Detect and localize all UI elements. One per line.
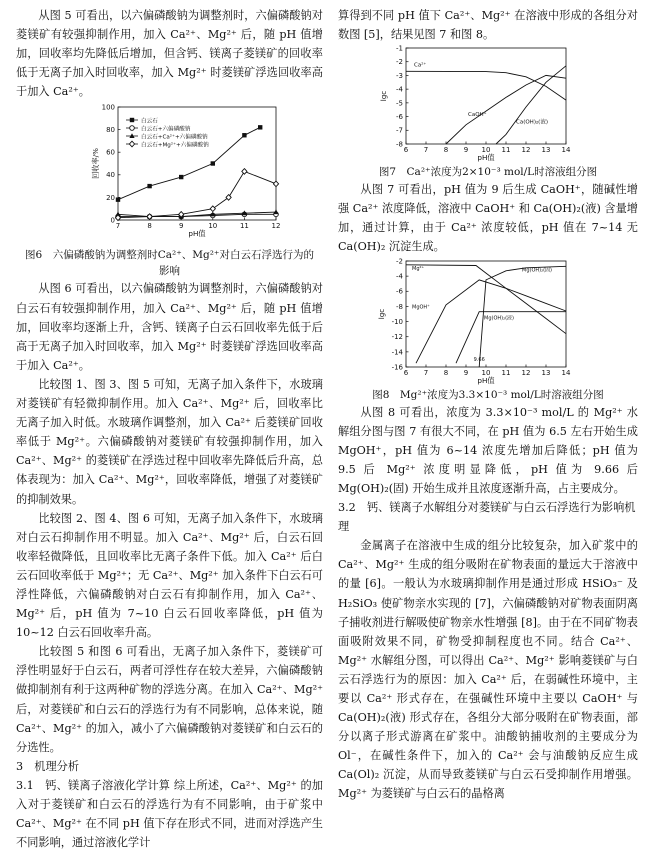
legend-label: 白云石 [141, 118, 158, 125]
y-tick-label: 60 [106, 149, 115, 158]
x-tick-label: 14 [561, 368, 571, 377]
x-tick-label: 11 [501, 368, 511, 377]
legend-label: 白云石+Ca²⁺+六偏磷酸钠 [141, 134, 208, 141]
y-tick-label: 100 [101, 103, 115, 112]
plot-frame [406, 48, 566, 144]
right-column [338, 6, 638, 804]
figure-8 [338, 257, 638, 387]
y-tick-label: -6 [396, 287, 403, 296]
x-tick-label: 8 [443, 368, 449, 377]
y-tick-label: -2 [396, 58, 403, 67]
y-tick-label: -8 [396, 302, 403, 311]
curve-label: Mg(OH)₂(液) [484, 314, 514, 321]
data-point [242, 134, 246, 138]
x-tick-label: 11 [501, 146, 511, 155]
figure-6-chart [16, 101, 323, 243]
figure-7 [338, 44, 638, 164]
data-point [242, 169, 247, 175]
x-tick-label: 9 [463, 146, 469, 155]
x-tick-label: 11 [239, 222, 249, 231]
data-point [210, 206, 215, 212]
figure-6-caption: 图6 六偏磷酸钠为调整剂时Ca²⁺、Mg²⁺对白云石浮选行为的影响 [25, 249, 314, 278]
y-tick-label: -12 [391, 332, 403, 341]
x-tick-label: 7 [423, 146, 429, 155]
y-tick-label: -8 [396, 140, 403, 149]
y-axis-label: lgc [377, 308, 386, 319]
x-axis-label: pH值 [477, 375, 495, 385]
x-tick-label: 12 [521, 146, 531, 155]
y-tick-label: 0 [110, 216, 115, 225]
y-axis-label: 回收率/% [91, 148, 100, 180]
curve-label: Mg(OH)₂(固) [522, 267, 552, 274]
curve-label: 9.66 [473, 356, 485, 363]
curve-label: Ca(OH)₂(液) [516, 119, 548, 126]
y-tick-label: -2 [396, 256, 403, 265]
series-line [406, 264, 566, 333]
figure-8-caption: 图8 Mg²⁺浓度为3.3×10⁻³ mol/L时溶液组分图 [372, 388, 604, 401]
section-heading: 3.2 钙、镁离子水解组分对菱镁矿与白云石浮选行为影响机理 [338, 501, 636, 534]
y-tick-label: -6 [396, 113, 403, 122]
x-tick-label: 13 [541, 146, 551, 155]
paragraph: 从图 8 可看出，浓度为 3.3×10⁻³ mol/L 的 Mg²⁺ 水解组分图与图 7 有很大不同，在 pH 值为 6.5 左右开始生成 MgOH⁺，pH 值为 6~14 浓度先增加后降低；pH 值为 9.5 后 Mg²⁺ 浓度明显降低，pH 值为 9.66 后 Mg(OH)₂(固) 开始生成并且浓度逐渐升高，占主要成分。 [338, 405, 638, 495]
paragraph: 比较图 2、图 4、图 6 可知，无离子加入条件下，水玻璃对白云石抑制作用不明显。加入 Ca²⁺、Mg²⁺ 后，白云石回收率轻微降低，且回收率比无离子条件下低。加入 Ca²⁺ 后白云石回收率低于 Mg²⁺；无 Ca²⁺、Mg²⁺ 加入条件下白云石可浮性降低，六偏磷酸钠对白云石有抑制作用，加入 Ca²⁺、Mg²⁺ 后，pH 值为 7~10 白云石回收率降低，pH 值为 10~12 白云石回收率升高。 [16, 511, 323, 640]
paragraph [16, 776, 323, 852]
legend-label: 白云石+六偏磷酸钠 [141, 126, 191, 133]
x-tick-label: 8 [443, 146, 449, 155]
series-line [406, 71, 566, 100]
paragraph: 从图 5 可看出，以六偏磷酸钠为调整剂时，六偏磷酸钠对菱镁矿有较强抑制作用，加入 Ca²⁺、Mg²⁺ 后，随 pH 值增加，回收率均先降低后增加，但含钙、镁离子菱镁矿的回收率低于无离子加入时回收率，加入 Mg²⁺ 时菱镁矿浮选回收率高于加入 Ca²⁺。 [16, 9, 323, 99]
figure-7-chart [338, 44, 638, 164]
series-line [416, 279, 566, 362]
paragraph: 算得到不同 pH 值下 Ca²⁺、Mg²⁺ 在溶液中形成的各组分对数图 [5]，结果见图 7 和图 8。 [338, 9, 638, 42]
paragraph: 比较图 1、图 3、图 5 可知，无离子加入条件下，水玻璃对菱镁矿有轻微抑制作用。加入 Ca²⁺、Mg²⁺ 后，回收率比无离子加入时低。水玻璃作调整剂，加入 Ca²⁺ 后菱镁矿回收率低于 Mg²⁺。六偏磷酸钠对菱镁矿有较强抑制作用，加入 Ca²⁺、Mg²⁺ 的菱镁矿在浮选过程中回收率先降低后升高，总体表现为：加入 Ca²⁺、Mg²⁺，回收率降低，增强了对菱镁矿的抑制效果。 [16, 377, 323, 506]
x-tick-label: 6 [403, 368, 409, 377]
x-tick-label: 6 [403, 146, 409, 155]
legend-label: 白云石+Mg²⁺+六偏磷酸钠 [141, 142, 209, 149]
curve-label: Mg²⁺ [412, 265, 425, 272]
figure-8-chart [338, 257, 638, 387]
y-tick-label: 20 [106, 194, 115, 203]
curve-label: MgOH⁺ [412, 304, 430, 311]
y-tick-label: 80 [106, 126, 115, 135]
y-tick-label: -10 [391, 317, 403, 326]
section-heading: 3 机理分析 [16, 759, 80, 773]
data-point [211, 162, 215, 166]
x-tick-label: 14 [561, 146, 571, 155]
subsection-heading: 3.1 钙、镁离子溶液化学计算 [16, 778, 171, 792]
curve-label: Ca²⁺ [414, 62, 427, 69]
data-point [130, 126, 135, 131]
y-axis-label: lgc [379, 90, 388, 102]
curve-label: CaOH⁺ [468, 112, 487, 119]
x-axis-label: pH值 [188, 229, 206, 239]
data-point [129, 142, 134, 148]
y-tick-label: -3 [396, 72, 403, 81]
series-line [118, 172, 276, 218]
data-point [116, 198, 120, 202]
data-point [147, 184, 151, 188]
paragraph: 比较图 5 和图 6 可看出，无离子加入条件下，菱镁矿可浮性明显好于白云石，两者可浮性存在较大差异，六偏磷酸钠做抑制剂有利于这两种矿物的浮选分离。在加入 Ca²⁺、Mg²⁺ 后，对菱镁矿和白云石的浮选行为有不同影响，总体来说，随 Ca²⁺、Mg²⁺ 的加入，减小了六偏磷酸钠对菱镁矿和白云石的分选性。 [16, 645, 323, 754]
x-tick-label: 10 [481, 146, 491, 155]
x-tick-label: 7 [423, 368, 429, 377]
x-tick-label: 13 [541, 368, 551, 377]
y-tick-label: -4 [396, 85, 403, 94]
figure-7-caption: 图7 Ca²⁺浓度为2×10⁻³ mol/L时溶液组分图 [378, 166, 598, 179]
x-axis-label: pH值 [477, 153, 495, 163]
x-tick-label: 9 [463, 368, 469, 377]
data-point [273, 210, 278, 215]
paragraph: 金属离子在溶液中生成的组分比较复杂，加入矿浆中的 Ca²⁺、Mg²⁺ 生成的组分吸附在矿物表面的量远大于溶液中的量 [6]。一般认为水玻璃抑制作用是通过形成 HSiO₃⁻ 及 H₂SiO₃ 使矿物亲水实现的 [7]，六偏磷酸钠对矿物表面阴离子捕收剂进行解吸使矿物亲水性增强 [8]。由于在不同矿物表面吸附效果不同，矿物受抑制程度也不同。结合 Ca²⁺、Mg²⁺ 水解组分图，可以得出 Ca²⁺、Mg²⁺ 影响菱镁矿与白云石浮选行为的原因：加入 Ca²⁺ 后，在弱碱性环境中，主要以 Ca²⁺ 形式存在，在强碱性环境中主要以 CaOH⁺ 与 Ca(OH)₂(液) 形式存在，各组分大部分吸附在矿物表面，部分以离子形式游离在矿浆中。油酸钠捕收剂的主要成分为 Ol⁻，在碱性条件下，加入的 Ca²⁺ 会与油酸钠反应生成 Ca(Ol)₂ 沉淀，从而导致菱镁矿与白云石受抑制作用增强。Mg²⁺ 为菱镁矿与白云石的晶格离 [338, 539, 638, 801]
y-tick-label: -16 [391, 362, 403, 371]
data-point [273, 182, 278, 188]
paragraph-text: 综上所述，Ca²⁺、Mg²⁺ 的加入对于菱镁矿和白云石的浮选行为有不同影响，由于矿浆中 Ca²⁺、Mg²⁺ 在不同 pH 值下存在形式不同，进而对浮选产生不同影响，通过溶液化学计 [16, 778, 323, 850]
plot-frame [406, 261, 566, 367]
paragraph: 从图 6 可看出，以六偏磷酸钠为调整剂时，六偏磷酸钠对白云石有较强抑制作用，加入 Ca²⁺、Mg²⁺ 后，随 pH 值增加，回收率均逐渐上升，含钙、镁离子白云石回收率先低于后高于无离子加入时回收率，加入 Mg²⁺ 时菱镁矿浮选回收率高于加入 Ca²⁺。 [16, 282, 323, 372]
x-tick-label: 8 [147, 222, 152, 231]
y-tick-label: -1 [396, 44, 403, 53]
x-tick-label: 12 [271, 222, 281, 231]
data-point [179, 175, 183, 179]
paragraph: 从图 7 可看出，pH 值为 9 后生成 CaOH⁺，随碱性增强 Ca²⁺ 浓度降低，溶液中 CaOH⁺ 和 Ca(OH)₂(液) 含量增加，通过计算，由于 Ca²⁺ 浓度较低，pH 值在 7~14 无 Ca(OH)₂ 沉淀生成。 [338, 183, 638, 254]
data-point [258, 126, 262, 130]
series-line [496, 66, 566, 144]
x-tick-label: 10 [481, 368, 491, 377]
x-tick-label: 12 [521, 368, 531, 377]
y-tick-label: -4 [396, 272, 403, 281]
y-tick-label: -14 [391, 347, 403, 356]
y-tick-label: -7 [396, 126, 403, 135]
data-point [130, 118, 134, 122]
x-tick-label: 10 [208, 222, 218, 231]
y-tick-label: -5 [396, 99, 403, 108]
figure-6 [16, 101, 323, 243]
x-tick-label: 9 [178, 222, 184, 231]
data-point [226, 195, 231, 201]
left-column [16, 6, 323, 852]
x-tick-label: 7 [115, 222, 121, 231]
y-tick-label: 40 [106, 171, 115, 180]
